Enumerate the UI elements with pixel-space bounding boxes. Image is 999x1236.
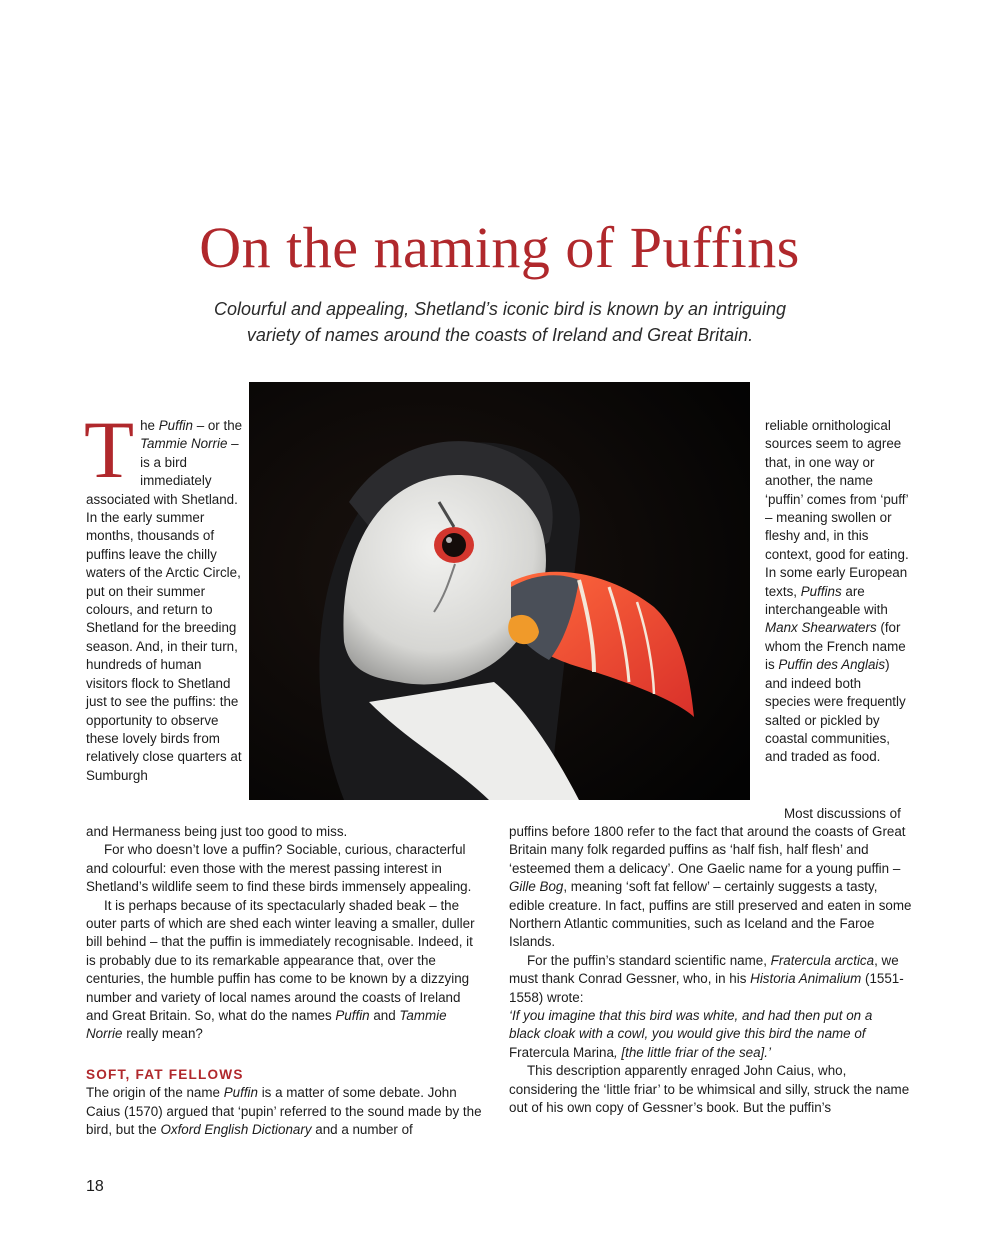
drop-cap: T [84,404,135,495]
quote-text: Fratercula Marina [509,1044,614,1060]
body-text: (1551-1558) wrote: [509,971,904,1005]
article-subtitle [120,296,880,348]
right-column [509,823,912,1118]
body-text: Puffin des Anglais [778,657,886,673]
body-text: It is perhaps because of its spectacularly shaded beak – the outer parts of which are shed each winter leaving a smaller, duller bill behind – that the puffin is immediately recognisable. Indeed, it is probably due to its remarkable appearance that, over the centuries, the humble puffin has come to be known by a dizzying number and variety of local names around the coasts of Ireland and Great Britain. So, what do the names [86,897,475,1024]
body-text: Puffins [800,583,842,599]
body-text: and a number of [311,1122,413,1138]
body-text: Puffin [223,1085,258,1101]
body-paragraph [509,823,912,952]
intro-text: he [140,418,159,433]
body-text: is a matter of some debate. John Caius (1570) argued that ‘pupin’ referred to the sound made by the bird, but the [86,1085,482,1138]
body-text: (for whom the French name is [765,620,906,673]
body-text: are interchangeable with [765,583,888,618]
body-paragraph: For who doesn’t love a puffin? Sociable, curious, characterful and colourful: even those with the merest passing interest in Shetland’s wildlife seem to find these birds immensely appealing. [86,842,472,895]
body-text: , meaning ‘soft fat fellow’ – certainly suggests a tasty, edible creature. In fact, puffins are still preserved and eaten in some Northern Atlantic communities, such as Iceland and the Faroe Islands. [509,879,912,950]
body-text: puffins before 1800 refer to the fact that around the coasts of Great Britain many folk regarded puffins as ‘half fish, half flesh’ and ‘esteemed them a delicacy’. One Gaelic name for a young puffin – [509,824,906,876]
right-narrow-column [765,417,910,767]
body-text: Historia Animalium [750,971,862,987]
body-text: Puffin [335,1008,370,1024]
quote-text: ‘If you imagine that this bird was white, and had then put on a black cloak with a cowl, you would give this bird the name of [509,1008,873,1042]
intro-text: – is a bird immediately associated with Shetland. In the early summer months, thousands of puffins leave the chilly waters of the Arctic Circle, put on their summer colours, and return to Shetland for the breeding season. And, in their turn, hundreds of human visitors flock to Shetland just to see the puffins: the opportunity to observe these lovely birds from relatively close quarters at Sumburgh [86,436,242,783]
subtitle-line: variety of names around the coasts of Ireland and Great Britain. [246,325,754,345]
body-text: Tammie Norrie [86,1008,447,1042]
page-number: 18 [86,1178,104,1195]
body-paragraph [86,1084,486,1139]
article-title: On the naming of Puffins [199,215,800,280]
body-text: Fratercula arctica [770,952,875,968]
body-paragraph: and Hermaness being just too good to miss. [86,824,348,839]
body-text: reliable ornithological sources seem to agree that, in one way or another, the name ‘puffin’ comes from ‘puff’ – meaning swollen or fleshy and, in this context, good for eating. In some early European texts, [765,418,909,599]
puffin-photo [249,382,750,800]
left-column [86,823,486,1140]
body-paragraph: This description apparently enraged John Caius, who, considering the ‘little friar’ to be whimsical and silly, struck the name out of his own copy of Gessner’s book. But the puffin’s [509,1063,910,1116]
quote-text: , [the little friar of the sea].’ [613,1044,771,1060]
body-text: Oxford English Dictionary [160,1122,312,1138]
subtitle-line: Colourful and appealing, Shetland’s iconic bird is known by an intriguing [213,299,787,319]
body-text: Most discussions of [784,806,901,821]
intro-text: – or the [192,418,243,433]
intro-column [84,404,246,785]
body-text: For the puffin’s standard scientific name, [527,952,771,968]
intro-text: Puffin [158,418,193,433]
block-quote [509,1007,879,1062]
body-text: and [369,1008,400,1024]
body-text: The origin of the name [86,1085,224,1101]
body-text: really mean? [122,1026,203,1042]
body-paragraph [86,897,486,1044]
body-text: ) and indeed both species were frequently salted or pickled by coastal communities, and traded as food. [765,657,906,765]
section-heading: SOFT, FAT FELLOWS [86,1066,244,1082]
body-text: Gille Bog [509,879,564,895]
body-paragraph [509,952,912,1007]
puffin-illustration [249,382,750,800]
intro-text: Tammie Norrie [140,436,228,452]
body-text: , we must thank Conrad Gessner, who, in his [509,952,899,987]
body-text: Manx Shearwaters [765,620,877,636]
